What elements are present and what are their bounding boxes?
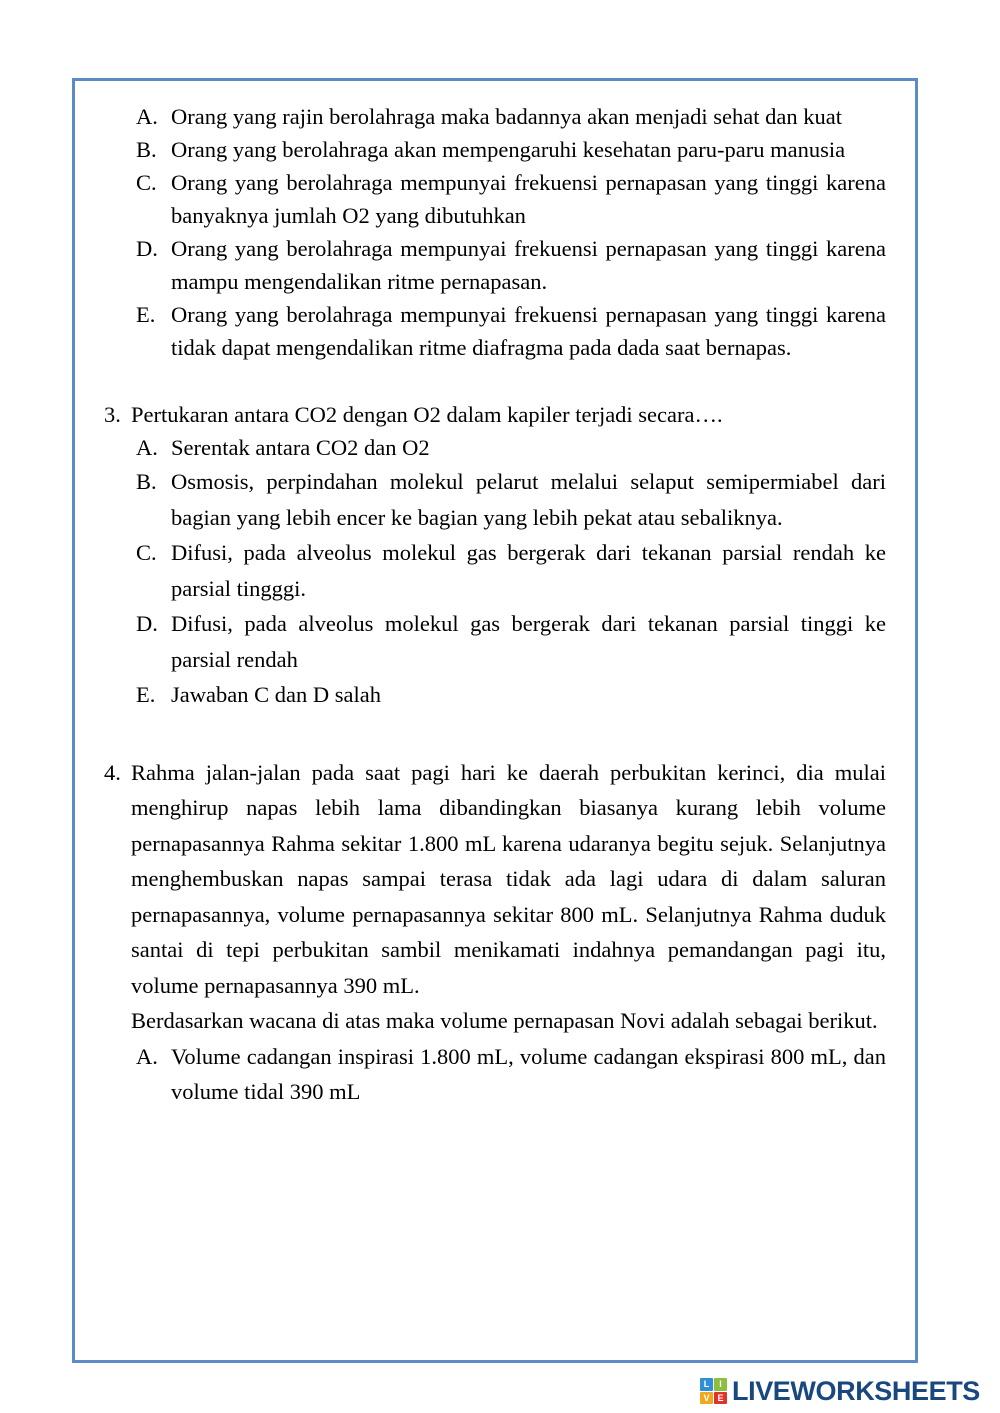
option-letter: A. <box>136 104 158 129</box>
option-2-C[interactable] <box>99 166 886 232</box>
option-text: Osmosis, perpindahan molekul pelarut melalui selaput semipermiabel dari bagian yang lebih encer ke bagian yang lebih pekat atau sebaliknya. <box>171 469 886 530</box>
option-3-A[interactable] <box>99 431 886 464</box>
option-letter: D. <box>136 236 158 261</box>
option-list-3 <box>99 431 886 713</box>
option-letter: C. <box>136 540 157 565</box>
question-stem: Pertukaran antara CO2 dengan O2 dalam kapiler terjadi secara…. <box>131 402 723 427</box>
option-4-A[interactable] <box>99 1039 886 1110</box>
worksheet-content <box>99 100 886 1110</box>
option-letter: C. <box>136 170 157 195</box>
option-text: Jawaban C dan D salah <box>171 682 381 707</box>
spacer <box>99 713 886 755</box>
option-letter: D. <box>136 611 158 636</box>
option-letter: B. <box>136 137 157 162</box>
question-stem: Rahma jalan-jalan pada saat pagi hari ke daerah perbukitan kerinci, dia mulai menghirup napas lebih lama dibandingkan biasanya kurang lebih volume pernapasannya Rahma sekitar 1.800 mL karena udaranya begitu sejuk. Selanjutnya menghembuskan napas sampai terasa tidak ada lagi udara di dalam saluran pernapasannya, volume pernapasannya sekitar 800 mL. Selanjutnya Rahma duduk santai di tepi perbukitan sambil menikamati indahnya pemandangan pagi itu, volume pernapasannya 390 mL. <box>131 759 886 998</box>
question-4-stem-continued-row <box>99 1003 886 1039</box>
option-letter: B. <box>136 469 157 494</box>
option-text: Difusi, pada alveolus molekul gas bergerak dari tekanan parsial rendah ke parsial tingggi. <box>171 540 886 601</box>
question-number: 3. <box>104 402 121 427</box>
option-list-2 <box>99 100 886 364</box>
option-list-4 <box>99 1039 886 1110</box>
option-2-B[interactable] <box>99 133 886 166</box>
option-2-A[interactable] <box>99 100 886 133</box>
option-letter: E. <box>136 682 156 707</box>
liveworksheets-wordmark: LIVEWORKSHEETS <box>732 1375 980 1406</box>
logo-tile-v: V <box>700 1392 713 1405</box>
logo-tile-e: E <box>714 1392 727 1405</box>
question-block-3 <box>99 398 886 713</box>
option-text: Serentak antara CO2 dan O2 <box>171 435 430 460</box>
spacer <box>99 364 886 398</box>
option-letter: A. <box>136 1043 158 1069</box>
logo-tile-l: L <box>700 1378 713 1391</box>
question-block-4 <box>99 755 886 1110</box>
option-text: Orang yang berolahraga mempunyai frekuensi pernapasan yang tinggi karena banyaknya jumlah O2 yang dibutuhkan <box>171 170 886 228</box>
question-3-stem-row <box>99 398 886 431</box>
option-3-B[interactable] <box>99 464 886 535</box>
option-2-E[interactable] <box>99 298 886 364</box>
option-text: Orang yang berolahraga akan mempengaruhi kesehatan paru-paru manusia <box>171 137 846 162</box>
option-text: Orang yang rajin berolahraga maka badannya akan menjadi sehat dan kuat <box>171 104 842 129</box>
option-2-D[interactable] <box>99 232 886 298</box>
question-block-2 <box>99 100 886 364</box>
liveworksheets-logo-mark-icon <box>700 1378 727 1404</box>
question-stem-continued: Berdasarkan wacana di atas maka volume pernapasan Novi adalah sebagai berikut. <box>131 1008 878 1033</box>
option-text: Difusi, pada alveolus molekul gas bergerak dari tekanan parsial tinggi ke parsial rendah <box>171 611 886 672</box>
option-text: Orang yang berolahraga mempunyai frekuensi pernapasan yang tinggi karena mampu mengendalikan ritme pernapasan. <box>171 236 886 294</box>
option-letter: E. <box>136 302 156 327</box>
option-text: Volume cadangan inspirasi 1.800 mL, volume cadangan ekspirasi 800 mL, dan volume tidal 390 mL <box>171 1043 886 1104</box>
option-3-D[interactable] <box>99 606 886 677</box>
liveworksheets-logo[interactable] <box>700 1374 980 1408</box>
worksheet-frame <box>72 78 918 1363</box>
logo-tile-i: I <box>714 1378 727 1391</box>
question-number: 4. <box>104 759 121 785</box>
option-3-C[interactable] <box>99 535 886 606</box>
question-4-stem-row <box>99 755 886 1004</box>
option-3-E[interactable] <box>99 677 886 713</box>
option-text: Orang yang berolahraga mempunyai frekuensi pernapasan yang tinggi karena tidak dapat mengendalikan ritme diafragma pada dada saat bernapas. <box>171 302 886 360</box>
option-letter: A. <box>136 435 158 460</box>
